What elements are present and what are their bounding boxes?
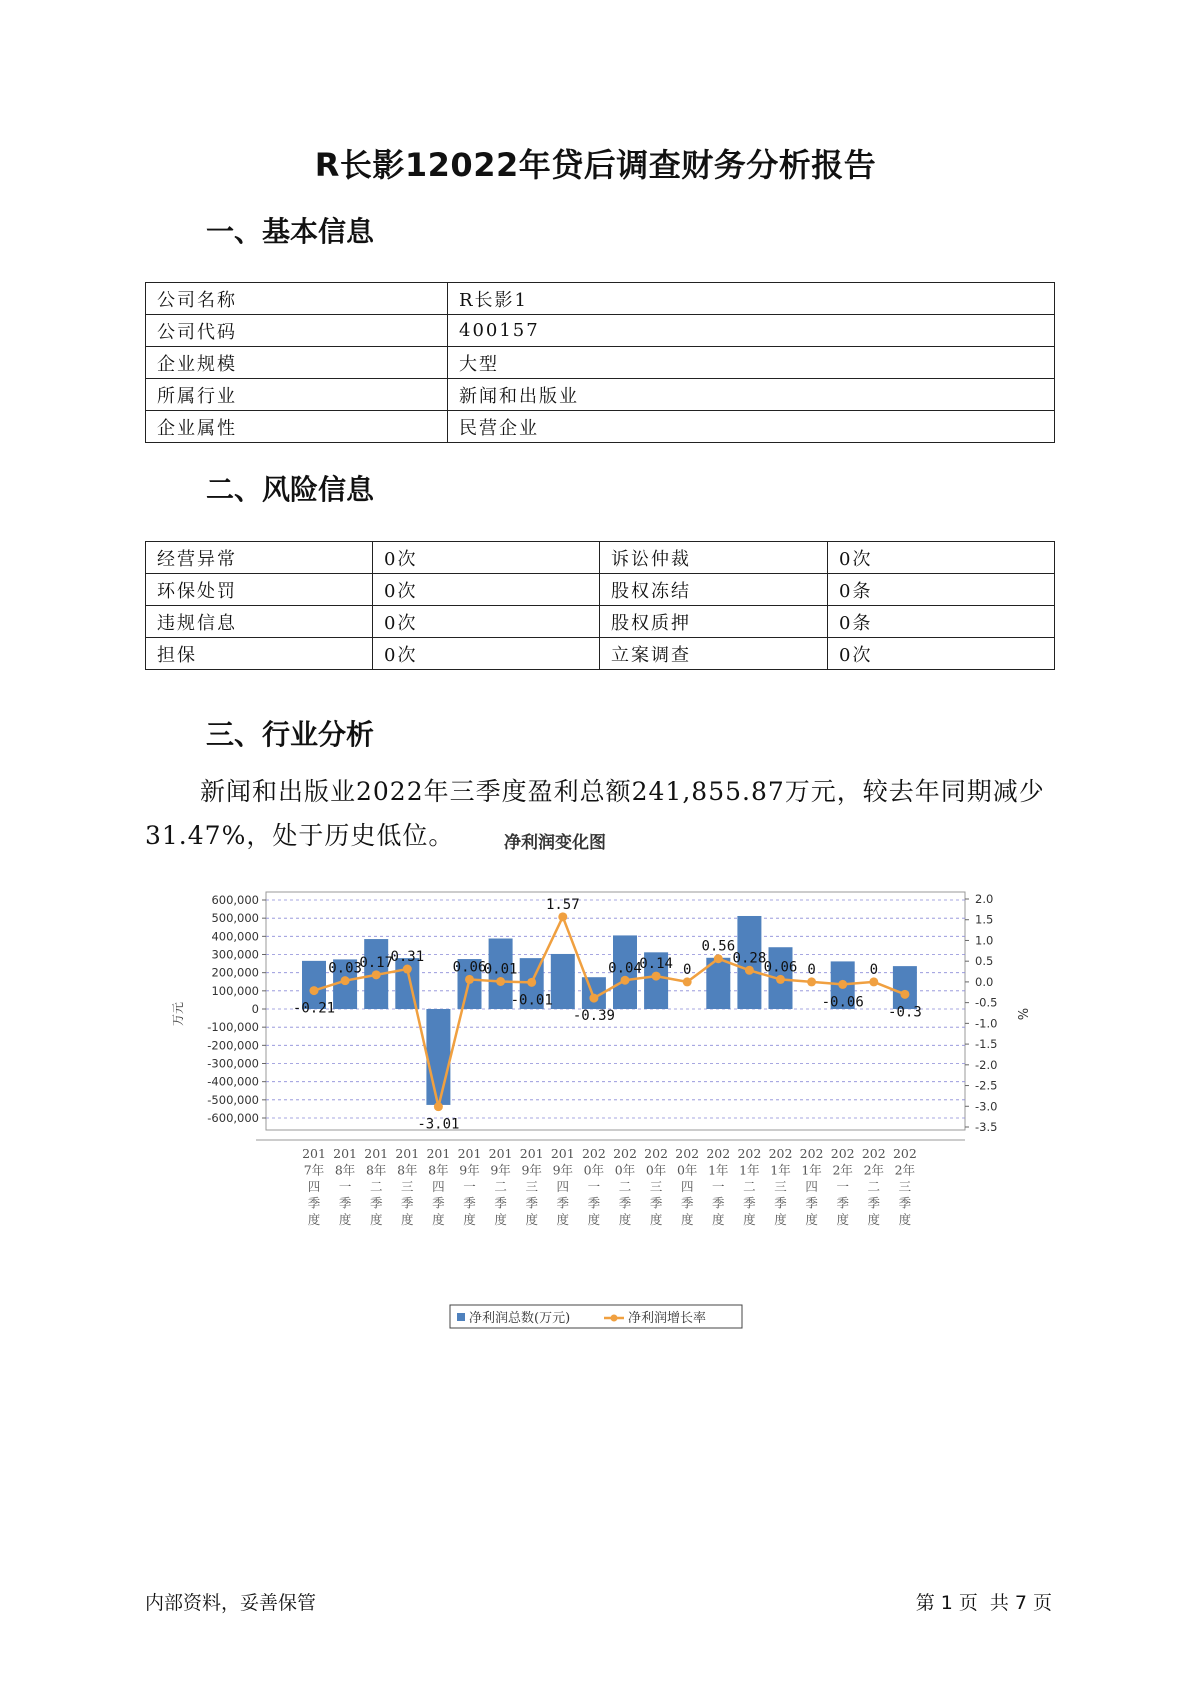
x-tick-label-10: 季 (618, 1195, 632, 1211)
table-row (146, 638, 1055, 670)
x-tick-label-8: 度 (556, 1212, 570, 1227)
growth-point-7 (527, 978, 536, 987)
x-tick-label-15: 三 (774, 1179, 787, 1194)
x-tick-label-2: 度 (369, 1212, 383, 1227)
x-tick-label-3: 201 (395, 1146, 420, 1161)
total-prefix: 共 (989, 1592, 1009, 1614)
growth-point-12 (683, 977, 692, 986)
bar-4 (426, 1009, 450, 1105)
growth-label-7: -0.01 (510, 992, 553, 1009)
risk-label: 立案调查 (600, 638, 828, 670)
x-tick-label-16: 季 (805, 1195, 818, 1211)
x-tick-label-1: 度 (338, 1212, 352, 1227)
growth-label-1: 0.03 (328, 960, 362, 977)
growth-point-13 (714, 954, 723, 963)
growth-point-4 (434, 1102, 443, 1111)
net-profit-chart-svg (170, 833, 1030, 1340)
x-tick-label-7: 201 (519, 1146, 544, 1161)
x-tick-label-14: 度 (743, 1212, 756, 1227)
plot-area (266, 892, 965, 1130)
right-tick-label: 1.0 (975, 933, 994, 948)
x-tick-label-10: 0年 (614, 1162, 636, 1178)
x-tick-label-19: 度 (898, 1212, 912, 1227)
x-tick-label-14: 1年 (739, 1162, 760, 1178)
risk-value: 0次 (828, 638, 1055, 670)
bar-8 (551, 954, 575, 1009)
risk-label: 担保 (146, 638, 373, 670)
x-tick-label-11: 度 (649, 1212, 663, 1227)
right-tick-label: 1.5 (975, 912, 994, 927)
growth-point-1 (341, 976, 350, 985)
basic-label-company-code: 公司代码 (146, 315, 448, 347)
x-tick-label-18: 202 (861, 1146, 886, 1161)
growth-label-18: 0 (869, 961, 879, 978)
right-tick-label: -2.0 (975, 1057, 998, 1072)
growth-label-10: 0.04 (608, 960, 642, 977)
total-suffix: 页 (1032, 1592, 1052, 1614)
left-tick-label: -300,000 (207, 1056, 259, 1071)
x-tick-label-8: 季 (556, 1195, 570, 1211)
x-tick-label-9: 0年 (583, 1162, 605, 1178)
growth-point-3 (403, 965, 412, 974)
basic-value-company-name: R长影1 (448, 283, 1055, 315)
section-risk-heading: 二、风险信息 (206, 473, 375, 506)
basic-value-ownership: 民营企业 (448, 411, 1055, 443)
growth-label-14: 0.28 (732, 950, 767, 967)
x-tick-label-7: 季 (525, 1195, 538, 1211)
x-tick-label-3: 度 (401, 1212, 414, 1227)
table-row (146, 606, 1055, 638)
left-tick-label: -500,000 (207, 1092, 259, 1107)
x-tick-label-5: 度 (463, 1212, 476, 1227)
growth-label-19: -0.3 (888, 1004, 922, 1021)
growth-label-17: -0.06 (821, 994, 864, 1011)
x-tick-label-16: 四 (805, 1179, 818, 1194)
risk-value: 0条 (828, 574, 1055, 606)
table-row (146, 315, 1055, 347)
page-mid: 页 (958, 1592, 978, 1614)
section-industry-heading: 三、行业分析 (206, 718, 375, 751)
table-row (146, 347, 1055, 379)
growth-point-15 (776, 975, 785, 984)
growth-point-8 (558, 912, 567, 921)
x-tick-label-7: 三 (525, 1179, 538, 1194)
x-tick-label-15: 1年 (770, 1162, 791, 1178)
left-tick-label: -400,000 (207, 1074, 259, 1089)
x-tick-label-12: 202 (675, 1146, 700, 1161)
right-tick-label: -3.5 (975, 1120, 998, 1134)
x-tick-label-6: 季 (494, 1195, 507, 1211)
x-tick-label-19: 2年 (894, 1162, 916, 1178)
x-tick-label-7: 9年 (521, 1162, 542, 1178)
left-tick-label: -100,000 (207, 1020, 259, 1035)
left-tick-label: -200,000 (207, 1038, 259, 1053)
x-tick-label-12: 季 (680, 1195, 694, 1211)
legend-bar-swatch (457, 1313, 465, 1321)
growth-label-8: 1.57 (545, 896, 580, 913)
right-tick-label: 2.0 (975, 892, 994, 906)
x-tick-label-17: 季 (836, 1195, 849, 1211)
x-tick-label-1: 季 (338, 1195, 352, 1211)
growth-point-14 (745, 966, 754, 975)
growth-point-17 (838, 980, 847, 989)
left-tick-label: 500,000 (211, 911, 259, 926)
growth-point-6 (496, 977, 505, 986)
x-tick-label-1: 201 (333, 1146, 358, 1161)
risk-label: 环保处罚 (146, 574, 373, 606)
growth-point-16 (807, 977, 816, 986)
legend-line-marker (611, 1315, 618, 1322)
page-num: 1 (940, 1592, 953, 1614)
left-tick-label: -600,000 (207, 1111, 259, 1125)
x-tick-label-17: 度 (836, 1212, 849, 1227)
x-tick-label-0: 201 (302, 1146, 326, 1161)
x-tick-label-19: 三 (898, 1179, 912, 1194)
right-tick-label: -0.5 (975, 995, 998, 1010)
left-tick-label: 400,000 (211, 929, 259, 944)
x-tick-label-0: 季 (307, 1195, 321, 1211)
right-tick-label: -2.5 (975, 1078, 998, 1093)
right-tick-label: 0.0 (975, 974, 994, 989)
basic-label-scale: 企业规模 (146, 347, 448, 379)
x-tick-label-13: 一 (712, 1179, 725, 1194)
growth-point-19 (900, 990, 909, 999)
growth-label-11: 0.14 (639, 956, 673, 973)
growth-point-5 (465, 975, 474, 984)
x-tick-label-6: 9年 (490, 1162, 511, 1178)
x-tick-label-8: 四 (556, 1179, 570, 1194)
x-tick-label-3: 三 (401, 1179, 414, 1194)
x-tick-label-2: 8年 (365, 1162, 387, 1178)
industry-paragraph: 新闻和出版业2022年三季度盈利总额241,855.87万元，较去年同期减少31.47%，处于历史低位。 (145, 777, 1045, 850)
right-tick-label: -1.0 (975, 1016, 998, 1031)
table-row (146, 574, 1055, 606)
x-tick-label-4: 201 (426, 1146, 451, 1161)
x-tick-label-17: 2年 (832, 1162, 853, 1178)
x-tick-label-1: 一 (338, 1179, 352, 1194)
total-num: 7 (1014, 1592, 1027, 1614)
x-tick-label-8: 9年 (552, 1162, 574, 1178)
basic-info-table (145, 282, 1055, 443)
growth-label-2: 0.17 (359, 954, 394, 971)
x-tick-label-4: 季 (432, 1195, 445, 1211)
x-tick-label-12: 0年 (676, 1162, 698, 1178)
growth-label-0: -0.21 (292, 1000, 336, 1017)
x-tick-label-18: 二 (867, 1179, 881, 1194)
risk-value: 0次 (373, 542, 600, 574)
report-title: R长影12022年贷后调查财务分析报告 (314, 146, 877, 184)
growth-label-16: 0 (807, 961, 816, 978)
left-tick-label: 300,000 (211, 947, 259, 962)
x-tick-label-6: 度 (494, 1212, 507, 1227)
left-axis-label: 万元 (171, 1001, 185, 1027)
left-tick-label: 200,000 (211, 965, 259, 980)
x-tick-label-17: 202 (830, 1146, 855, 1161)
x-tick-label-14: 季 (743, 1195, 756, 1211)
x-tick-label-1: 8年 (334, 1162, 356, 1178)
x-tick-label-6: 二 (494, 1179, 507, 1194)
legend-line-label: 净利润增长率 (628, 1311, 707, 1326)
growth-point-9 (589, 994, 598, 1003)
x-tick-label-2: 201 (364, 1146, 389, 1161)
x-tick-label-19: 202 (892, 1146, 917, 1161)
risk-value: 0条 (828, 606, 1055, 638)
x-tick-label-5: 9年 (459, 1162, 480, 1178)
x-tick-label-5: 一 (463, 1179, 476, 1194)
x-tick-label-14: 二 (743, 1179, 756, 1194)
growth-point-10 (621, 976, 630, 985)
x-tick-label-15: 度 (774, 1212, 787, 1227)
x-tick-label-10: 二 (618, 1179, 632, 1194)
x-tick-label-5: 季 (463, 1195, 476, 1211)
risk-info-table (145, 541, 1055, 670)
x-tick-label-9: 度 (587, 1212, 601, 1227)
x-tick-label-18: 度 (867, 1212, 881, 1227)
x-tick-label-14: 202 (737, 1146, 762, 1161)
x-tick-label-3: 8年 (397, 1162, 418, 1178)
right-axis-label: % (1014, 1007, 1029, 1021)
table-row (146, 542, 1055, 574)
x-tick-label-2: 二 (369, 1179, 383, 1194)
growth-label-12: 0 (682, 961, 692, 978)
right-tick-label: -3.0 (975, 1099, 998, 1114)
table-row (146, 283, 1055, 315)
x-tick-label-4: 8年 (428, 1162, 449, 1178)
growth-point-2 (372, 970, 381, 979)
growth-point-18 (869, 977, 878, 986)
basic-value-company-code: 400157 (448, 315, 1055, 347)
page-prefix: 第 (915, 1592, 935, 1614)
net-profit-chart (170, 833, 1030, 1344)
basic-label-industry: 所属行业 (146, 379, 448, 411)
basic-label-ownership: 企业属性 (146, 411, 448, 443)
x-tick-label-9: 一 (587, 1179, 601, 1194)
x-tick-label-11: 三 (649, 1179, 663, 1194)
x-tick-label-18: 季 (867, 1195, 881, 1211)
x-tick-label-15: 202 (768, 1146, 793, 1161)
x-tick-label-17: 一 (836, 1179, 849, 1194)
footer-confidential: 内部资料，妥善保管 (145, 1592, 317, 1614)
risk-label: 股权质押 (600, 606, 828, 638)
x-tick-label-12: 四 (680, 1179, 694, 1194)
x-tick-label-13: 季 (712, 1195, 725, 1211)
x-tick-label-16: 度 (805, 1212, 818, 1227)
left-tick-label: 100,000 (211, 983, 259, 998)
legend-bar-label: 净利润总数(万元) (469, 1311, 571, 1326)
x-tick-label-13: 202 (706, 1146, 731, 1161)
risk-value: 0次 (373, 574, 600, 606)
x-tick-label-10: 度 (618, 1212, 632, 1227)
risk-label: 股权冻结 (600, 574, 828, 606)
table-row (146, 379, 1055, 411)
bar-19 (893, 966, 917, 1009)
growth-point-0 (310, 986, 319, 995)
left-tick-label: 0 (251, 1002, 259, 1016)
x-tick-label-0: 四 (307, 1179, 321, 1194)
footer-page-number (913, 1588, 1055, 1615)
growth-point-11 (652, 972, 661, 981)
risk-label: 经营异常 (146, 542, 373, 574)
risk-label: 违规信息 (146, 606, 373, 638)
growth-label-9: -0.39 (572, 1008, 615, 1025)
section-basic-heading: 一、基本信息 (206, 215, 375, 248)
risk-value: 0次 (373, 638, 600, 670)
x-tick-label-5: 201 (457, 1146, 482, 1161)
growth-label-13: 0.56 (701, 938, 736, 955)
x-tick-label-16: 1年 (801, 1162, 822, 1178)
x-tick-label-8: 201 (550, 1146, 575, 1161)
risk-label: 诉讼仲裁 (600, 542, 828, 574)
growth-label-3: 0.31 (390, 949, 425, 966)
chart-title: 净利润变化图 (504, 833, 606, 853)
x-tick-label-16: 202 (799, 1146, 824, 1161)
right-tick-label: -1.5 (975, 1037, 998, 1052)
growth-label-4: -3.01 (417, 1116, 460, 1133)
left-tick-label: 600,000 (211, 893, 259, 907)
x-tick-label-9: 季 (587, 1195, 601, 1211)
x-tick-label-9: 202 (581, 1146, 606, 1161)
growth-label-15: 0.06 (763, 959, 798, 976)
x-tick-label-11: 季 (649, 1195, 663, 1211)
x-tick-label-2: 季 (369, 1195, 383, 1211)
x-tick-label-15: 季 (774, 1195, 787, 1211)
x-tick-label-13: 度 (712, 1212, 725, 1227)
table-row (146, 411, 1055, 443)
basic-value-industry: 新闻和出版业 (448, 379, 1055, 411)
growth-label-5: 0.06 (452, 959, 487, 976)
right-tick-label: 0.5 (975, 954, 994, 969)
x-tick-label-19: 季 (898, 1195, 912, 1211)
basic-label-company-name: 公司名称 (146, 283, 448, 315)
x-tick-label-11: 0年 (645, 1162, 667, 1178)
x-tick-label-4: 度 (432, 1212, 445, 1227)
x-tick-label-18: 2年 (863, 1162, 885, 1178)
x-tick-label-10: 202 (613, 1146, 637, 1161)
x-tick-label-3: 季 (401, 1195, 414, 1211)
x-tick-label-6: 201 (488, 1146, 513, 1161)
risk-value: 0次 (373, 606, 600, 638)
x-tick-label-11: 202 (644, 1146, 669, 1161)
x-tick-label-0: 度 (307, 1212, 321, 1227)
risk-value: 0次 (828, 542, 1055, 574)
basic-value-scale: 大型 (448, 347, 1055, 379)
x-tick-label-13: 1年 (708, 1162, 729, 1178)
x-tick-label-7: 度 (525, 1212, 538, 1227)
x-tick-label-4: 四 (432, 1179, 445, 1194)
x-tick-label-0: 7年 (303, 1162, 325, 1178)
growth-label-6: 0.01 (483, 961, 518, 978)
x-tick-label-12: 度 (680, 1212, 694, 1227)
